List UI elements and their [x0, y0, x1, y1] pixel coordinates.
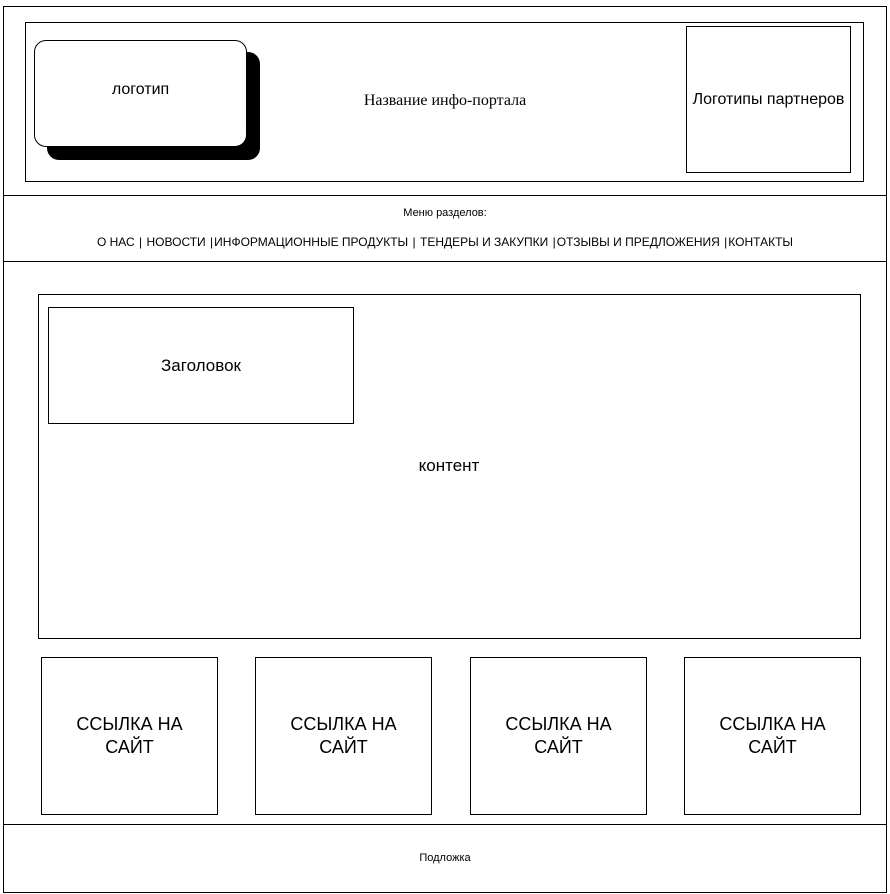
- menu-item-info-products[interactable]: ИНФОРМАЦИОННЫЕ ПРОДУКТЫ: [214, 235, 409, 249]
- header-divider: [3, 195, 887, 196]
- section-menu: [3, 235, 887, 250]
- menu-separator: |: [724, 235, 728, 249]
- menu-item-feedback[interactable]: ОТЗЫВЫ И ПРЕДЛОЖЕНИЯ: [556, 235, 720, 249]
- site-link-4[interactable]: [684, 657, 861, 815]
- menu-separator: |: [139, 235, 143, 249]
- partners-label: Логотипы партнеров: [692, 91, 845, 108]
- site-link-label: ССЫЛКА НА САЙТ: [719, 714, 826, 757]
- menu-divider: [3, 261, 887, 262]
- heading-box: [48, 307, 354, 424]
- menu-caption: Меню разделов:: [403, 207, 487, 219]
- menu-separator: |: [210, 235, 214, 249]
- portal-title: Название инфо-портала: [363, 92, 527, 109]
- site-link-3[interactable]: [470, 657, 647, 815]
- site-link-1[interactable]: [41, 657, 218, 815]
- menu-item-news[interactable]: НОВОСТИ: [146, 235, 206, 249]
- content-label: контент: [418, 456, 480, 475]
- footer-divider: [3, 824, 887, 825]
- partner-logos: [686, 26, 851, 173]
- menu-item-contacts[interactable]: КОНТАКТЫ: [728, 235, 794, 249]
- menu-separator: |: [552, 235, 556, 249]
- menu-item-about[interactable]: О НАС: [96, 235, 135, 249]
- logo-placeholder[interactable]: [34, 40, 247, 147]
- site-link-label: ССЫЛКА НА САЙТ: [290, 714, 397, 757]
- site-link-label: ССЫЛКА НА САЙТ: [76, 714, 183, 757]
- footer-label: Подложка: [419, 852, 471, 864]
- heading-label: Заголовок: [161, 355, 241, 375]
- site-link-label: ССЫЛКА НА САЙТ: [505, 714, 612, 757]
- logo-label: логотип: [111, 80, 170, 98]
- site-link-2[interactable]: [255, 657, 432, 815]
- menu-item-tenders[interactable]: ТЕНДЕРЫ И ЗАКУПКИ: [419, 235, 549, 249]
- menu-separator: |: [412, 235, 416, 249]
